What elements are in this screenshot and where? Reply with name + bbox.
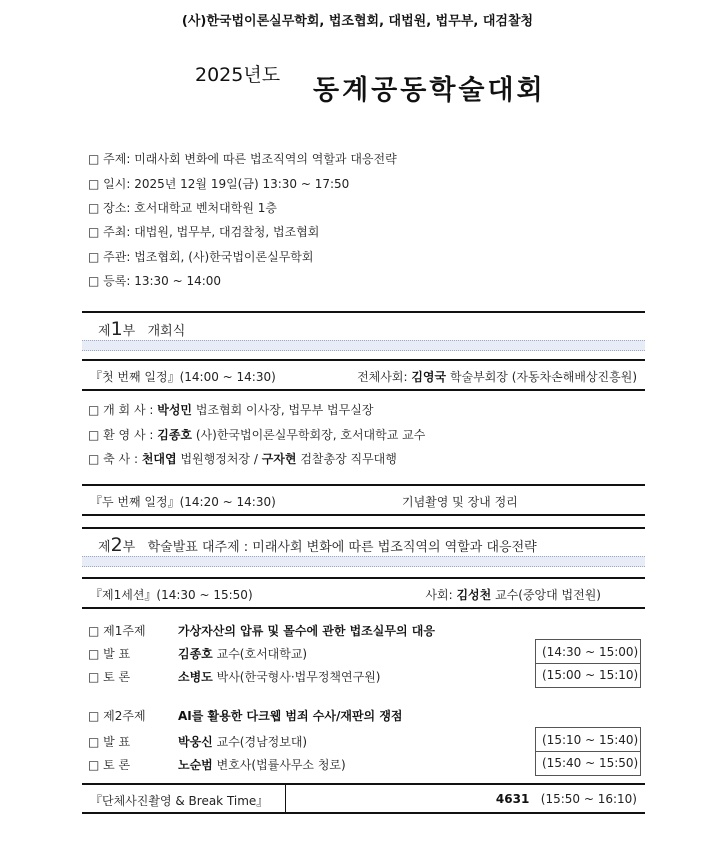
welcome-speech-row (88, 426, 425, 443)
part2-num: 2 (110, 534, 123, 556)
schedule2-label: 『두 번째 일정』(14:20 ~ 14:30) (90, 495, 276, 509)
part1-title: 개회식 (147, 324, 186, 339)
topic1-discussant (178, 668, 380, 685)
info-topic: □ 주제: 미래사회 변화에 따른 법조직역의 역할과 대응전략 (88, 152, 397, 166)
year-label: 2025년도 (195, 64, 281, 86)
topic1-presenter (178, 645, 307, 662)
part2-header (82, 527, 645, 563)
info-place: □ 장소: 호서대학교 벤처대학원 1층 (88, 201, 277, 215)
topic2-label: □ 제2주제 (88, 709, 146, 723)
topic1-discussant-name: 소병도 (178, 670, 213, 684)
schedule1-label: 『첫 번째 일정』(14:00 ~ 14:30) (90, 370, 276, 384)
part1-header (82, 311, 645, 347)
topic1-presenter-time: (14:30 ~ 15:00) (542, 645, 639, 659)
welcome-speech-role: (사)한국법이론실무학회장, 호서대학교 교수 (195, 428, 426, 442)
break-time: (15:50 ~ 16:10) (540, 792, 637, 806)
topic1-discussant-time: (15:00 ~ 15:10) (542, 668, 639, 682)
page-title: 동계공동학술대회 (313, 75, 546, 106)
session1-label: 『제1세션』(14:30 ~ 15:50) (90, 588, 253, 602)
opening-speech-label: □ 개 회 사 : (88, 403, 154, 417)
congrats-speech-role1: 법원행정처장 / (180, 452, 258, 466)
topic2-discussant (178, 756, 346, 773)
break-num: 4631 (495, 792, 530, 806)
break-label-cell (82, 785, 286, 812)
schedule1-host (357, 368, 637, 385)
part2-suffix: 부 (122, 540, 136, 555)
topic2-presenter-aff: 교수(경남정보대) (216, 735, 308, 749)
info-organizer: □ 주관: 법조협회, (사)한국법이론실무학회 (88, 250, 314, 264)
schedule2-bar (82, 484, 645, 516)
congrats-speech-label: □ 축 사 : (88, 452, 139, 466)
part2-dotted-band (82, 556, 645, 567)
congrats-speech-name2: 구자현 (261, 452, 297, 466)
welcome-speech-name: 김종호 (157, 428, 193, 442)
info-host: □ 주최: 대법원, 법무부, 대검찰청, 법조협회 (88, 225, 320, 239)
topic2-discussant-time: (15:40 ~ 15:50) (542, 756, 639, 770)
info-registration: □ 등록: 13:30 ~ 14:00 (88, 274, 222, 288)
schedule1-bar (82, 359, 645, 391)
topic1-discussant-label: □ 토 론 (88, 670, 131, 684)
schedule1-host-name: 김영국 (411, 370, 447, 384)
opening-speech-name: 박성민 (157, 403, 193, 417)
break-bar (82, 783, 645, 814)
info-date: □ 일시: 2025년 12월 19일(금) 13:30 ~ 17:50 (88, 177, 350, 191)
schedule2-desc: 기념촬영 및 장내 정리 (402, 495, 518, 509)
topic2-time-box (535, 727, 641, 776)
congrats-speech-role2: 검찰총장 직무대행 (300, 452, 397, 466)
welcome-speech-label: □ 환 영 사 : (88, 428, 154, 442)
topic2-presenter-time: (15:10 ~ 15:40) (542, 733, 639, 747)
congrats-speech-name: 천대엽 (141, 452, 177, 466)
schedule1-host-title: 학술부회장 (자동차손해배상진흥원) (449, 370, 637, 384)
topic2-discussant-label: □ 토 론 (88, 758, 131, 772)
topic1-presenter-label: □ 발 표 (88, 647, 131, 661)
session1-host-title: 교수(중앙대 법전원) (495, 588, 601, 602)
opening-speech-role: 법조협회 이사장, 법무부 법무실장 (195, 403, 374, 417)
break-label: 『단체사진촬영 & Break Time』 (90, 794, 269, 808)
congrats-speech-row (88, 450, 397, 467)
topic1-presenter-aff: 교수(호서대학교) (216, 647, 308, 661)
part1-prefix: 제 (98, 324, 111, 339)
part1-suffix: 부 (122, 324, 136, 339)
topic2-presenter-name: 박웅신 (178, 735, 213, 749)
topic1-title: 가상자산의 압류 및 몰수에 관한 법조실무의 대응 (178, 624, 435, 638)
session1-host-name: 김성천 (456, 588, 492, 602)
part1-num: 1 (110, 318, 123, 340)
topic2-title: AI를 활용한 다크웹 범죄 수사/재판의 쟁점 (178, 709, 403, 723)
topic1-discussant-aff: 박사(한국형사·법무정책연구원) (216, 670, 381, 684)
part1-dotted-band (82, 340, 645, 351)
part2-prefix: 제 (98, 540, 111, 555)
schedule1-host-label: 전체사회: (357, 370, 408, 384)
organizers: (사)한국법이론실무학회, 법조협회, 대법원, 법무부, 대검찰청 (181, 14, 534, 29)
topic2-presenter-label: □ 발 표 (88, 735, 131, 749)
session1-host-label: 사회: (425, 588, 453, 602)
topic1-label: □ 제1주제 (88, 624, 146, 638)
topic2-presenter (178, 733, 307, 750)
opening-speech-row (88, 401, 373, 418)
topic1-presenter-name: 김종호 (178, 647, 213, 661)
topic1-time-box (535, 639, 641, 688)
part2-title: 학술발표 대주제 : 미래사회 변화에 따른 법조직역의 역할과 대응전략 (147, 540, 537, 555)
break-time-info (496, 792, 637, 806)
session1-host (425, 586, 601, 603)
topic2-discussant-name: 노순범 (178, 758, 213, 772)
session1-bar (82, 577, 645, 609)
topic2-discussant-aff: 변호사(법률사무소 청로) (216, 758, 346, 772)
